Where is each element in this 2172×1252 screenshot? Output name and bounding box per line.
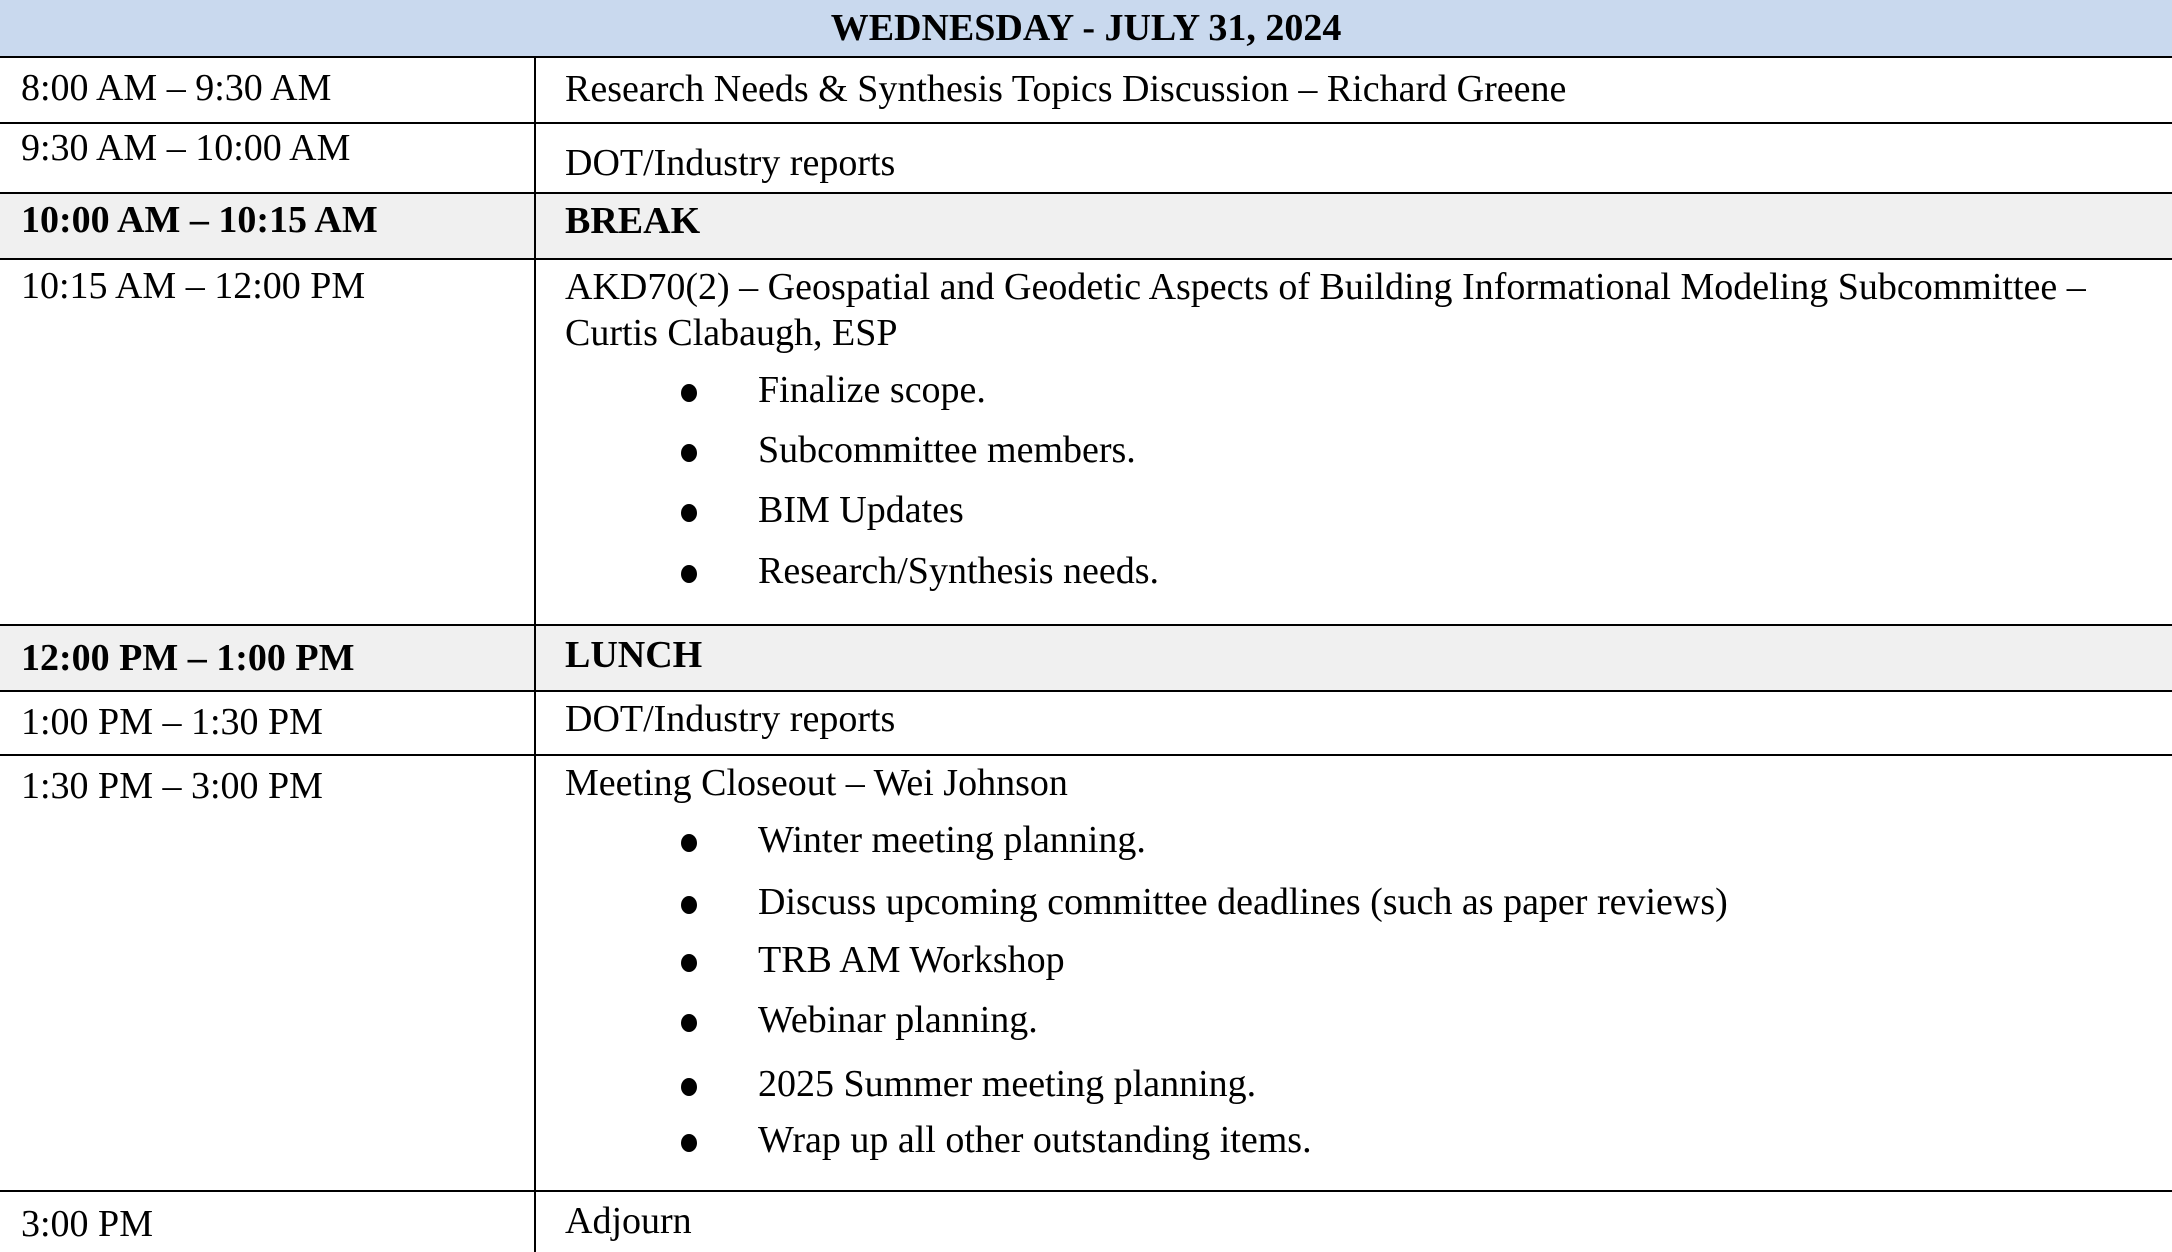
time-slot: 10:00 AM – 10:15 AM [21,199,378,241]
bullet-icon [681,565,697,583]
time-cell [0,124,536,192]
description-cell: AKD70(2) – Geospatial and Geodetic Aspects of Building Informational Modeling Subcommittee – Curtis Clabaugh, ESP Finalize scope. Subcommittee members. BIM Updates Research/Synthesis needs. [565,266,2086,592]
agenda-row-break [0,194,2172,260]
agenda-day-header [0,0,2172,58]
time-slot: 1:00 PM – 1:30 PM [21,701,323,743]
bullet-icon [681,1078,697,1096]
time-cell [0,756,536,1190]
session-title: Adjourn [565,1200,692,1242]
description-cell [538,194,2172,258]
agenda-row-lunch [0,626,2172,692]
description-cell [538,626,2172,690]
time-slot: 1:30 PM – 3:00 PM [21,765,323,807]
bullet-icon [681,384,697,402]
agenda-row [0,56,2172,124]
bullet-icon [681,954,697,972]
agenda-row [0,124,2172,194]
time-cell [0,692,536,754]
description-cell [538,124,2172,192]
bullet-icon [681,444,697,462]
bullet-icon [681,834,697,852]
session-title: AKD70(2) – Geospatial and Geodetic Aspects of Building Informational Modeling Subcommittee – [565,266,2086,308]
bullet-icon [681,1014,697,1032]
time-slot: 9:30 AM – 10:00 AM [21,127,351,169]
time-slot: 8:00 AM – 9:30 AM [21,67,332,109]
time-cell [0,260,536,624]
session-title: Meeting Closeout – Wei Johnson [565,762,1068,804]
description-cell: Meeting Closeout – Wei Johnson Winter meeting planning. Discuss upcoming committee deadlines (such as paper reviews) TRB AM Workshop Webinar planning. 2025 Summer meeting planning. Wrap up all other outstanding items. [565,762,1728,1161]
session-title: DOT/Industry reports [565,698,896,740]
session-title: Research Needs & Synthesis Topics Discussion – Richard Greene [565,68,1567,110]
day-title: WEDNESDAY - JULY 31, 2024 [830,7,1342,49]
session-title: DOT/Industry reports [565,142,896,184]
time-cell [0,626,536,690]
agenda-row [0,260,2172,626]
description-cell [538,692,2172,754]
time-slot: 3:00 PM [21,1203,153,1245]
description-cell [538,1192,2172,1252]
bullet-icon [681,504,697,522]
time-cell [0,56,536,122]
time-cell [0,194,536,258]
agenda-row [0,692,2172,756]
description-cell [538,56,2172,122]
agenda-row [0,756,2172,1192]
session-title: LUNCH [565,634,703,676]
time-slot: 12:00 PM – 1:00 PM [21,637,355,679]
time-slot: 10:15 AM – 12:00 PM [21,265,366,307]
bullet-icon [681,1134,697,1152]
session-title: BREAK [565,200,701,242]
time-cell [0,1192,536,1252]
session-presenter: Curtis Clabaugh, ESP [565,312,898,354]
agenda-row [0,1192,2172,1252]
bullet-icon [681,896,697,914]
